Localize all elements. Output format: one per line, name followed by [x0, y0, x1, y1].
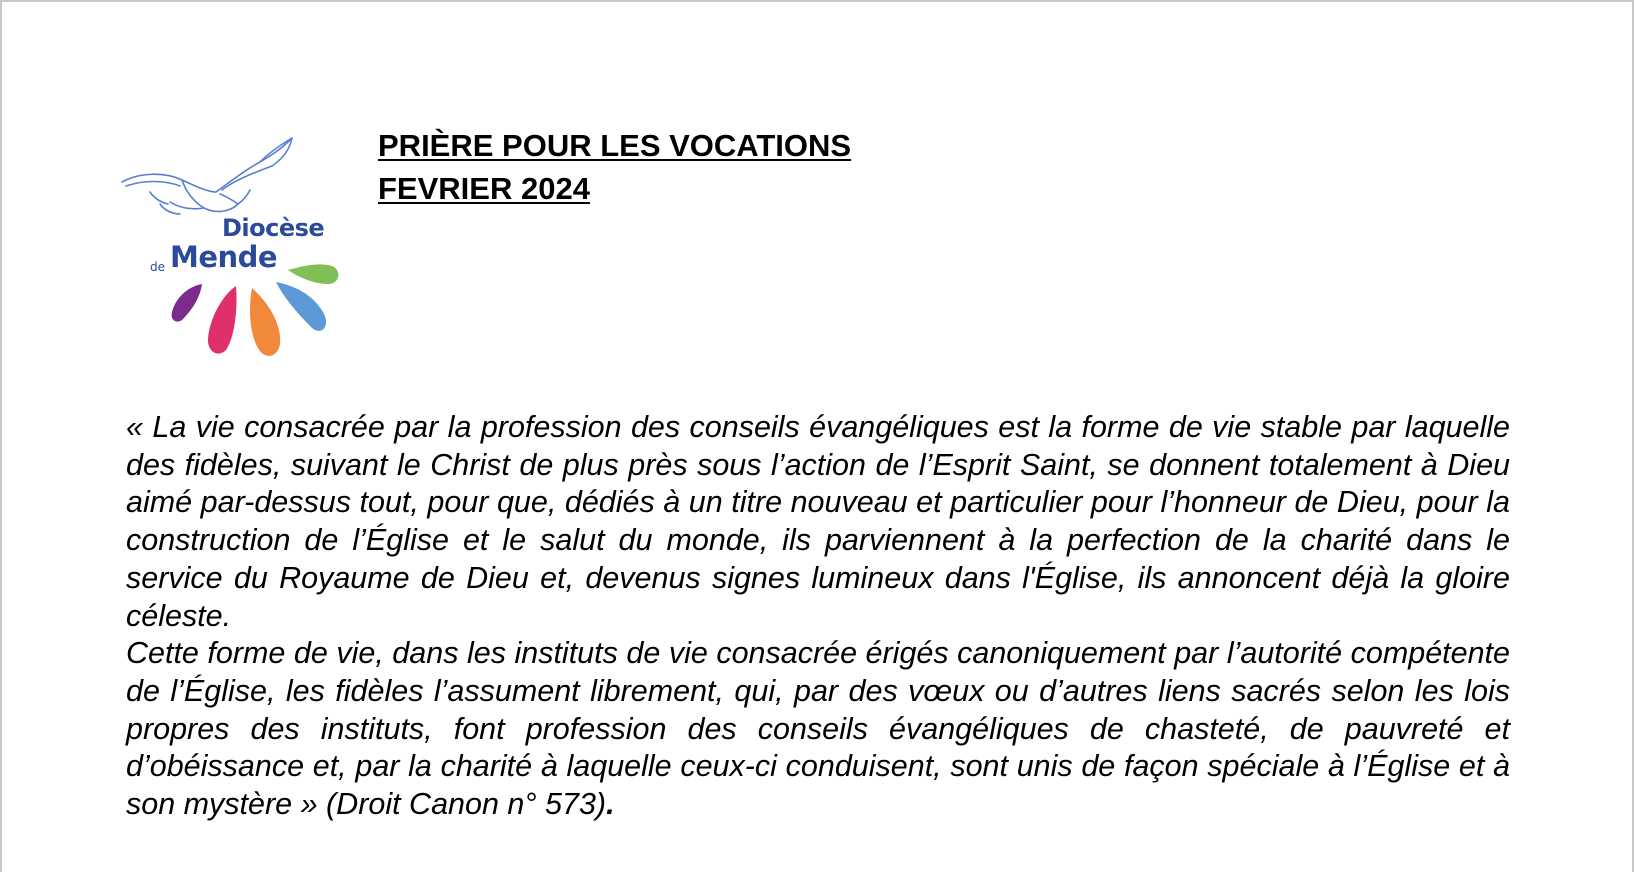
paragraph-2-end: . — [606, 787, 615, 822]
logo-mende-text: Mende — [170, 240, 278, 274]
paragraph-1: « La vie consacrée par la profession des conseils évangéliques est la forme de vie stable par laquelle des fidèles, suivant le Christ de plus près sous l’action de l’Esprit Saint, se donnent totalement à Dieu aimé par-dessus tout, pour que, dédiés à un titre nouveau et particulier pour l’honneur de Dieu, pour la construction de l’Église et le salut du monde, ils parviennent à la perfection de la charité dans le service du Royaume de Dieu et, devenus signes lumineux dans l'Église, ils annoncent déjà la gloire céleste. — [126, 410, 1510, 633]
title-line-1: PRIÈRE POUR LES VOCATIONS — [378, 128, 852, 163]
logo-de-text: de — [150, 260, 165, 274]
paragraph-2 — [126, 635, 1510, 824]
page-title — [378, 124, 851, 210]
paragraph-2-text: Cette forme de vie, dans les instituts de vie consacrée érigés canoniquement par l’autorité compétente de l’Église, les fidèles l’assument librement, qui, par des vœux ou d’autres liens sacrés selon les lois propres des instituts, font profession des conseils évangéliques de chasteté, de pauvreté et d’obéissance et, par la charité à laquelle ceux-ci conduisent, sont unis de façon spéciale à l’Église et à son mystère » (Droit Canon n° 573) — [126, 636, 1510, 822]
diocese-logo — [120, 134, 360, 384]
logo-diocese-text: Diocèse — [222, 214, 325, 242]
petals-icon — [172, 264, 339, 356]
body-text — [126, 409, 1510, 824]
title-line-2: FEVRIER 2024 — [378, 171, 590, 206]
